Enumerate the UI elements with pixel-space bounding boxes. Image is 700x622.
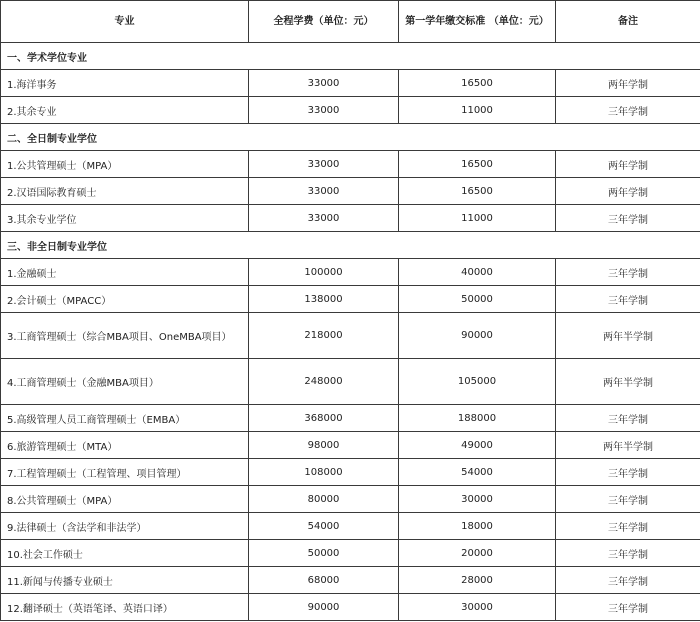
- first-year-fee-cell: 105000: [399, 359, 556, 405]
- table-row: [1, 313, 700, 359]
- table-row: [1, 594, 700, 621]
- total-fee-cell: 33000: [249, 97, 399, 124]
- total-fee-cell: 33000: [249, 70, 399, 97]
- note-cell: 三年学制: [556, 259, 700, 286]
- first-year-fee-cell: 30000: [399, 486, 556, 513]
- note-cell: 两年半学制: [556, 359, 700, 405]
- table-row: [1, 359, 700, 405]
- table-row: [1, 151, 700, 178]
- first-year-fee-cell: 28000: [399, 567, 556, 594]
- section-title: 一、学术学位专业: [1, 43, 700, 70]
- header-major: 专业: [1, 1, 249, 43]
- header-total-fee: 全程学费（单位：元）: [249, 1, 399, 43]
- note-cell: 两年学制: [556, 178, 700, 205]
- note-cell: 两年半学制: [556, 432, 700, 459]
- section-title: 二、全日制专业学位: [1, 124, 700, 151]
- note-cell: 三年学制: [556, 405, 700, 432]
- first-year-fee-cell: 50000: [399, 286, 556, 313]
- first-year-fee-cell: 54000: [399, 459, 556, 486]
- total-fee-cell: 98000: [249, 432, 399, 459]
- section-row: [1, 124, 700, 151]
- table-row: [1, 432, 700, 459]
- table-header-row: [1, 1, 700, 43]
- note-cell: 三年学制: [556, 513, 700, 540]
- total-fee-cell: 368000: [249, 405, 399, 432]
- major-cell: 11.新闻与传播专业硕士: [1, 567, 249, 594]
- table-row: [1, 540, 700, 567]
- table-row: [1, 178, 700, 205]
- major-cell: 7.工程管理硕士（工程管理、项目管理）: [1, 459, 249, 486]
- total-fee-cell: 90000: [249, 594, 399, 621]
- total-fee-cell: 138000: [249, 286, 399, 313]
- major-cell: 1.公共管理硕士（MPA）: [1, 151, 249, 178]
- first-year-fee-cell: 11000: [399, 97, 556, 124]
- major-cell: 4.工商管理硕士（金融MBA项目）: [1, 359, 249, 405]
- first-year-fee-cell: 18000: [399, 513, 556, 540]
- table-row: [1, 286, 700, 313]
- major-cell: 8.公共管理硕士（MPA）: [1, 486, 249, 513]
- major-cell: 5.高级管理人员工商管理硕士（EMBA）: [1, 405, 249, 432]
- note-cell: 三年学制: [556, 286, 700, 313]
- header-note: 备注: [556, 1, 700, 43]
- total-fee-cell: 108000: [249, 459, 399, 486]
- note-cell: 三年学制: [556, 459, 700, 486]
- total-fee-cell: 54000: [249, 513, 399, 540]
- major-cell: 2.会计硕士（MPACC）: [1, 286, 249, 313]
- total-fee-cell: 80000: [249, 486, 399, 513]
- major-cell: 6.旅游管理硕士（MTA）: [1, 432, 249, 459]
- first-year-fee-cell: 11000: [399, 205, 556, 232]
- first-year-fee-cell: 49000: [399, 432, 556, 459]
- first-year-fee-cell: 188000: [399, 405, 556, 432]
- table-row: [1, 205, 700, 232]
- note-cell: 两年学制: [556, 151, 700, 178]
- major-cell: 12.翻译硕士（英语笔译、英语口译）: [1, 594, 249, 621]
- note-cell: 两年学制: [556, 70, 700, 97]
- total-fee-cell: 33000: [249, 178, 399, 205]
- major-cell: 1.金融硕士: [1, 259, 249, 286]
- first-year-fee-cell: 16500: [399, 151, 556, 178]
- first-year-fee-cell: 20000: [399, 540, 556, 567]
- major-cell: 9.法律硕士（含法学和非法学）: [1, 513, 249, 540]
- total-fee-cell: 33000: [249, 205, 399, 232]
- section-title: 三、非全日制专业学位: [1, 232, 700, 259]
- first-year-fee-cell: 90000: [399, 313, 556, 359]
- note-cell: 两年半学制: [556, 313, 700, 359]
- section-row: [1, 232, 700, 259]
- note-cell: 三年学制: [556, 567, 700, 594]
- major-cell: 2.汉语国际教育硕士: [1, 178, 249, 205]
- table-row: [1, 513, 700, 540]
- table-row: [1, 97, 700, 124]
- major-cell: 2.其余专业: [1, 97, 249, 124]
- major-cell: 10.社会工作硕士: [1, 540, 249, 567]
- total-fee-cell: 248000: [249, 359, 399, 405]
- header-first-year-fee: 第一学年缴交标准 （单位：元）: [399, 1, 556, 43]
- major-cell: 3.其余专业学位: [1, 205, 249, 232]
- total-fee-cell: 218000: [249, 313, 399, 359]
- first-year-fee-cell: 40000: [399, 259, 556, 286]
- first-year-fee-cell: 16500: [399, 70, 556, 97]
- major-cell: 3.工商管理硕士（综合MBA项目、OneMBA项目）: [1, 313, 249, 359]
- table-row: [1, 486, 700, 513]
- table-row: [1, 405, 700, 432]
- table-row: [1, 259, 700, 286]
- table-row: [1, 70, 700, 97]
- first-year-fee-cell: 16500: [399, 178, 556, 205]
- note-cell: 三年学制: [556, 486, 700, 513]
- total-fee-cell: 33000: [249, 151, 399, 178]
- note-cell: 三年学制: [556, 540, 700, 567]
- section-row: [1, 43, 700, 70]
- note-cell: 三年学制: [556, 97, 700, 124]
- total-fee-cell: 100000: [249, 259, 399, 286]
- table-row: [1, 459, 700, 486]
- note-cell: 三年学制: [556, 205, 700, 232]
- total-fee-cell: 50000: [249, 540, 399, 567]
- table-row: [1, 567, 700, 594]
- major-cell: 1.海洋事务: [1, 70, 249, 97]
- note-cell: 三年学制: [556, 594, 700, 621]
- total-fee-cell: 68000: [249, 567, 399, 594]
- first-year-fee-cell: 30000: [399, 594, 556, 621]
